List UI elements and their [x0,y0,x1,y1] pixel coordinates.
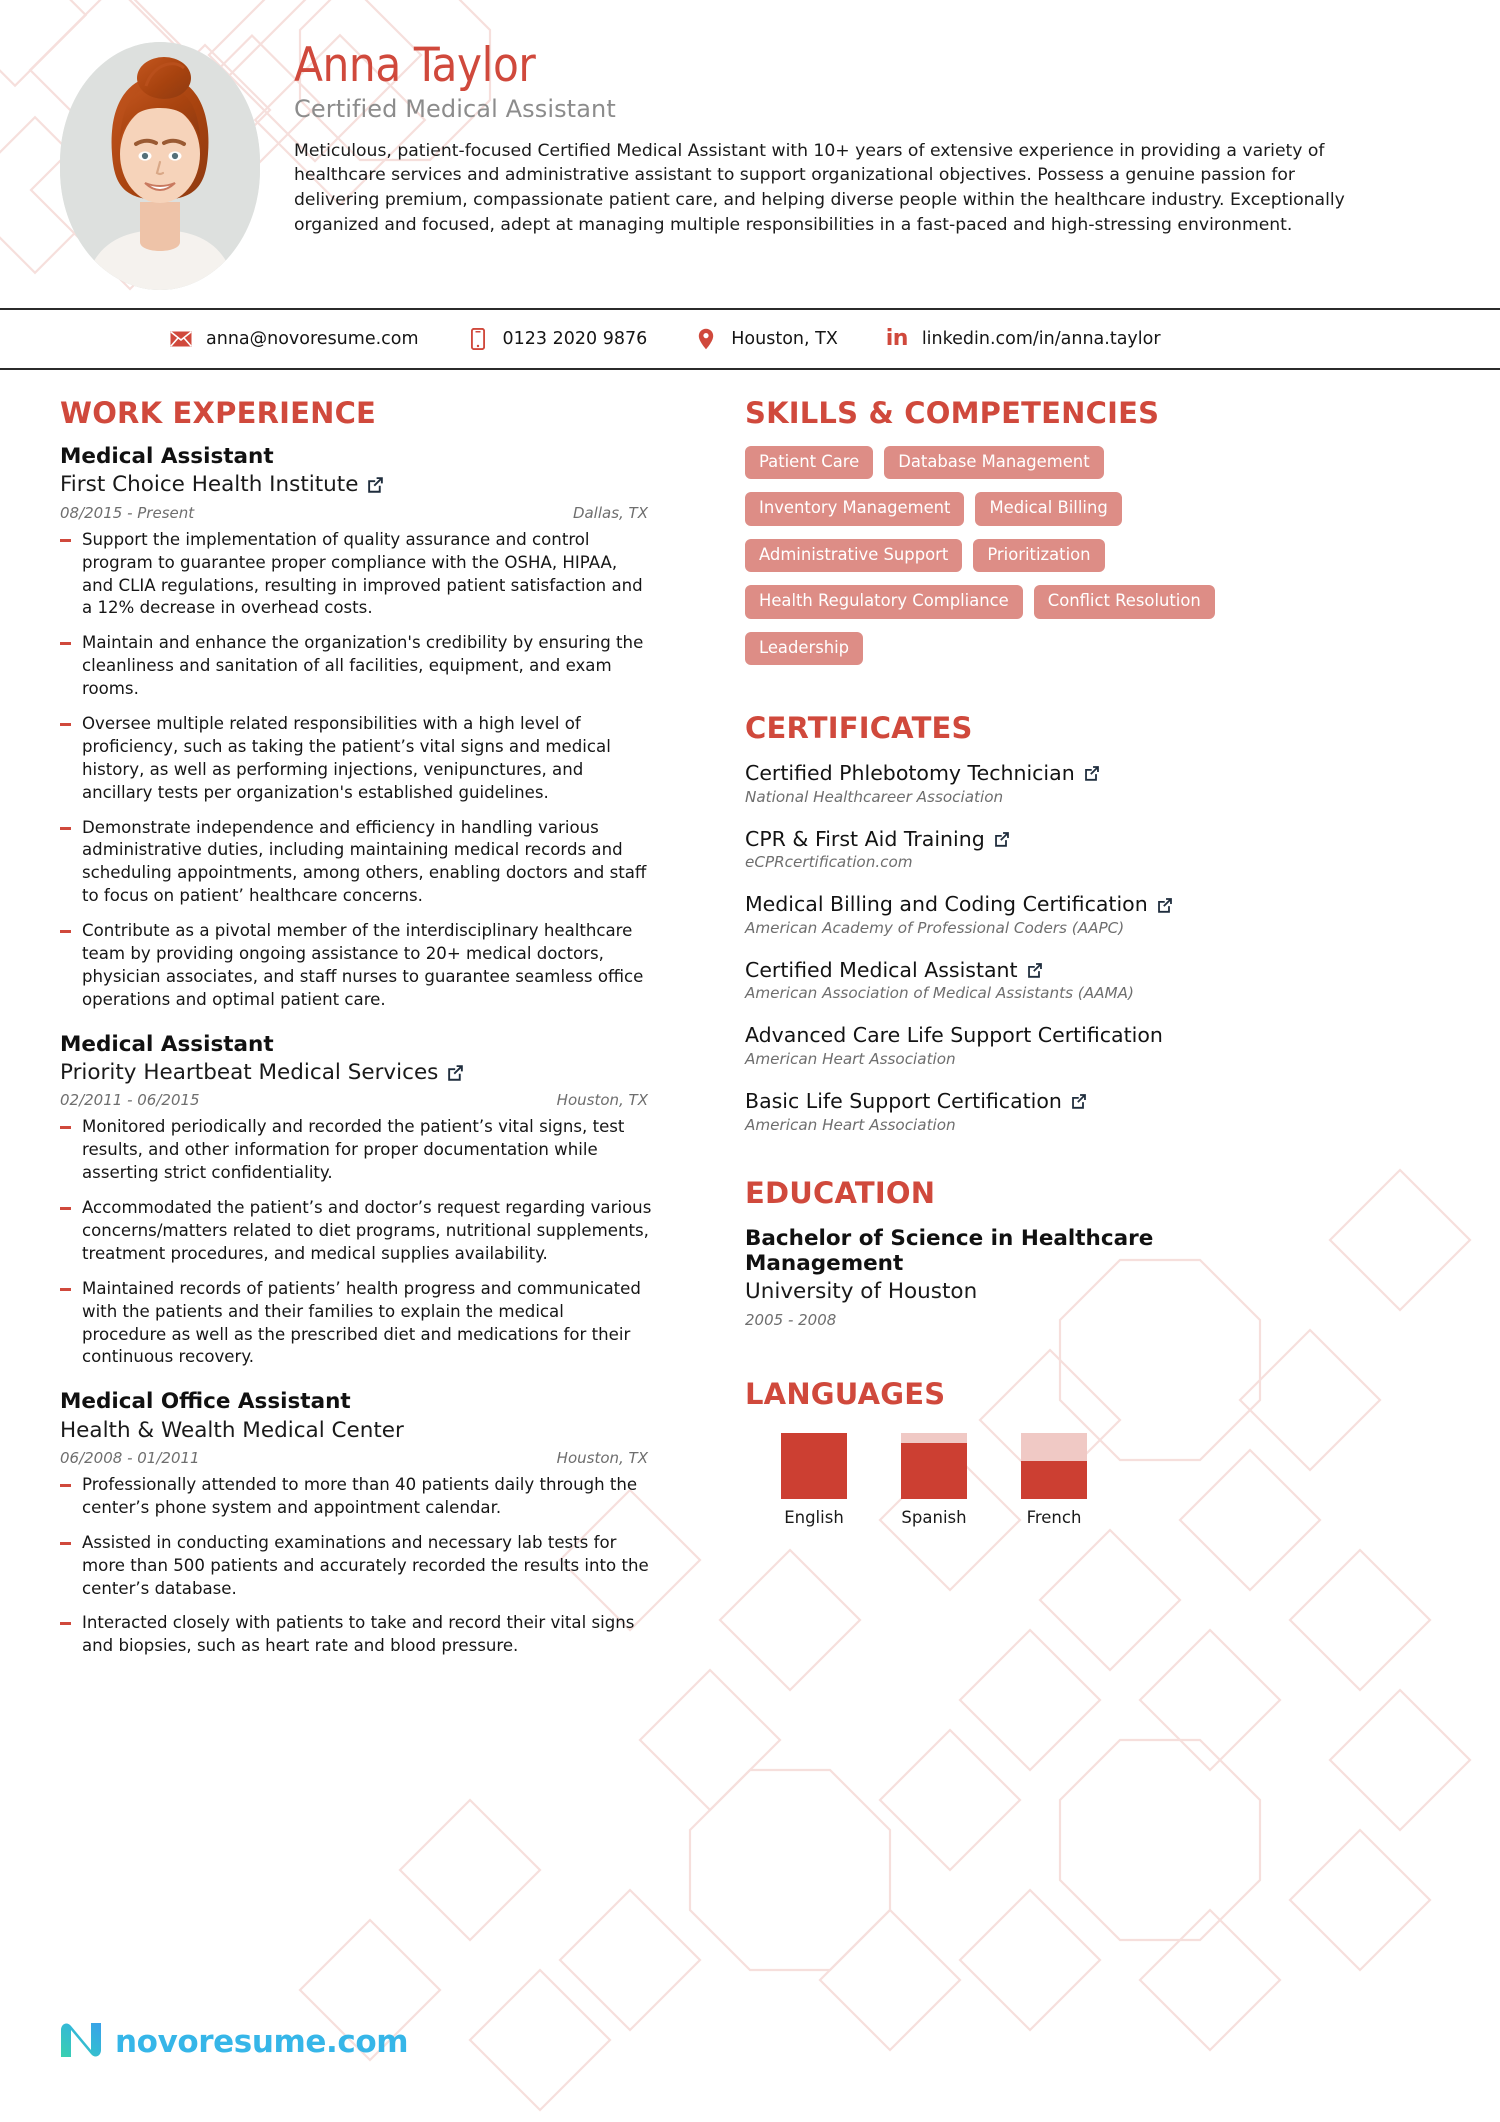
job-bullet: Assisted in conducting examinations and necessary lab tests for more than 500 patients and accurately recorded the results into the center’s database. [60,1532,652,1601]
job-location: Houston, TX [556,1091,648,1110]
job-dates: 08/2015 - Present [60,503,195,522]
skill-tag: Database Management [884,446,1103,479]
skill-tag: Administrative Support [745,539,962,572]
language-bar [781,1433,847,1499]
language-item [1021,1433,1087,1527]
job-bullets [60,1474,652,1658]
contact-location[interactable] [693,328,838,350]
section-title-education: EDUCATION [745,1175,936,1210]
education-item [745,1226,1444,1330]
envelope-icon [168,328,194,350]
education-dates: 2005 - 2008 [745,1311,837,1330]
contact-location-value: Houston, TX [731,329,838,349]
certificate-item [745,1089,1444,1134]
job-title: Medical Office Assistant [60,1389,351,1415]
certificate-name: Medical Billing and Coding Certification [745,892,1148,917]
job-bullet: Monitored periodically and recorded the patient’s vital signs, test results, and other information for proper documentation while asserting strict confidentiality. [60,1116,652,1185]
skill-tag: Health Regulatory Compliance [745,585,1023,618]
certificate-item [745,958,1444,1003]
language-bar [901,1433,967,1499]
contact-email[interactable] [168,328,419,350]
language-label: Spanish [901,1508,967,1528]
skill-tag: Leadership [745,632,863,665]
external-link-icon[interactable] [447,1064,464,1081]
job-company-name: First Choice Health Institute [60,472,359,498]
certificate-name: Advanced Care Life Support Certification [745,1023,1163,1048]
language-bar-fill [901,1443,967,1499]
job-title: Medical Assistant [60,444,274,469]
languages-chart [745,1433,1444,1527]
certificate-name-row [745,761,1444,786]
profile-photo [60,42,260,290]
job-bullet: Maintain and enhance the organization's credibility by ensuring the cleanliness and sanitation of all facilities, equipment, and exam rooms. [60,632,652,701]
external-link-icon[interactable] [1027,962,1043,978]
job-dates: 02/2011 - 06/2015 [60,1091,200,1110]
work-experience-item [60,1389,652,1658]
certificate-item [745,1023,1444,1068]
job-bullet: Professionally attended to more than 40 patients daily through the center’s phone system and appointment calendar. [60,1474,652,1520]
job-bullets [60,1116,652,1369]
profile-summary: Meticulous, patient-focused Certified Medical Assistant with 10+ years of extensive experience in providing a variety of healthcare services and administrative assistant to support organizational objectives. Possess a genuine passion for delivering premium, compassionate patient care, and helping diverse people within the healthcare industry. Exceptionally organized and focused, adept at managing multiple responsibilities in a fast-paced and high-stressing environment. [294,140,1345,235]
certificate-item [745,761,1444,806]
job-bullet: Interacted closely with patients to take and record their vital signs and biopsies, such as heart rate and blood pressure. [60,1612,652,1658]
language-bar-fill [781,1433,847,1499]
job-bullet: Maintained records of patients’ health progress and communicated with the patients and their families to explain the medical procedure as well as the prescribed diet and medications for their continuous recovery. [60,1278,652,1370]
external-link-icon[interactable] [1084,765,1100,781]
certificate-name: Certified Phlebotomy Technician [745,761,1075,786]
contact-phone[interactable] [465,328,648,350]
resume-body [0,370,1500,1678]
contact-linkedin[interactable] [884,328,1161,350]
job-company [60,1417,652,1445]
section-title-work-experience: WORK EXPERIENCE [60,396,377,430]
certificate-name-row [745,892,1444,917]
novoresume-logo-mark [58,2020,104,2064]
contact-phone-value: 0123 2020 9876 [502,329,648,349]
job-company-name: Priority Heartbeat Medical Services [60,1059,439,1085]
novoresume-logo-text: novoresume.com [115,2024,409,2060]
external-link-icon[interactable] [367,476,384,493]
job-location: Houston, TX [556,1449,648,1468]
job-bullet: Demonstrate independence and efficiency in handling various administrative duties, including maintaining medical records and scheduling appointments, among others, enabling doctors and staff to focus on patient’ healthcare concerns. [60,817,652,909]
language-item [901,1433,967,1527]
certificate-org: National Healthcareer Association [745,787,1004,806]
job-bullet: Accommodated the patient’s and doctor’s request regarding various concerns/matters related to diet programs, nutritional supplements, treatment procedures, and medical supplies availability. [60,1197,652,1266]
skill-tag: Patient Care [745,446,873,479]
section-title-certificates: CERTIFICATES [745,711,973,746]
job-company [60,1059,652,1087]
work-experience-item [60,444,652,1012]
job-bullets [60,529,652,1012]
main-column [60,396,660,1678]
certificate-org: American Academy of Professional Coders (AAPC) [745,918,1125,937]
certificate-org: American Association of Medical Assistants (AAMA) [745,984,1134,1003]
job-bullet: Contribute as a pivotal member of the interdisciplinary healthcare team by providing ongoing assistance to 20+ medical doctors, physician associates, and staff nurses to guarantee seamless office operations and optimal patient care. [60,920,652,1012]
contact-email-value: anna@novoresume.com [206,329,419,349]
location-pin-icon [693,328,719,350]
job-bullet: Support the implementation of quality assurance and control program to guarantee proper compliance with the OSHA, HIPAA, and CLIA regulations, resulting in improved patient satisfaction and a 12% decrease in overhead costs. [60,529,652,621]
job-company [60,471,652,499]
skill-tag: Medical Billing [975,492,1121,525]
skill-tag: Prioritization [973,539,1104,572]
certificate-name-row [745,827,1444,852]
contact-linkedin-value: linkedin.com/in/anna.taylor [921,329,1161,349]
certificate-org: American Heart Association [745,1050,956,1068]
language-bar [1021,1433,1087,1499]
language-label: French [1026,1508,1082,1528]
resume-header [0,0,1500,308]
job-company-name: Health & Wealth Medical Center [60,1417,404,1443]
work-experience-item [60,1032,652,1370]
section-title-skills: SKILLS & COMPETENCIES [745,396,1160,430]
skill-tag: Conflict Resolution [1034,585,1215,618]
education-school: University of Houston [745,1279,978,1305]
job-bullet: Oversee multiple related responsibilities with a high level of proficiency, such as taking the patient’s vital signs and medical history, as well as performing injections, venipunctures, and ancillary tests per organization's established guidelines. [60,713,652,805]
language-bar-fill [1021,1461,1087,1499]
job-location: Dallas, TX [572,503,648,522]
job-headline: Certified Medical Assistant [294,94,616,123]
certificate-name: CPR & First Aid Training [745,826,985,851]
sidebar-column [660,396,1444,1527]
novoresume-logo[interactable] [58,2020,408,2064]
certificate-org: eCPRcertification.com [745,853,913,872]
language-label: English [784,1508,844,1528]
certificate-name-row [745,958,1444,983]
skills-list [745,446,1225,665]
certificate-name: Basic Life Support Certification [745,1089,1062,1113]
job-dates: 06/2008 - 01/2011 [60,1449,200,1468]
section-title-languages: LANGUAGES [745,1377,946,1412]
certificate-org: American Heart Association [745,1115,956,1134]
linkedin-icon: in [885,326,908,351]
phone-icon [465,328,491,350]
language-item [781,1433,847,1527]
job-title: Medical Assistant [60,1031,274,1057]
job-meta [60,504,652,522]
certificate-name-row [745,1023,1444,1048]
certificate-name: Certified Medical Assistant [745,957,1018,982]
external-link-icon[interactable] [994,831,1010,847]
contact-bar [0,308,1500,370]
page-title: Anna Taylor [294,38,536,93]
certificate-name-row [745,1089,1444,1114]
certificates-list [745,761,1444,1134]
certificate-item [745,827,1444,872]
job-meta [60,1449,652,1467]
external-link-icon[interactable] [1071,1093,1087,1109]
skill-tag: Inventory Management [745,492,964,525]
job-meta [60,1091,652,1109]
education-degree: Bachelor of Science in Healthcare Management [745,1225,1154,1277]
avatar [60,42,260,290]
certificate-item [745,892,1444,937]
external-link-icon[interactable] [1157,897,1173,913]
